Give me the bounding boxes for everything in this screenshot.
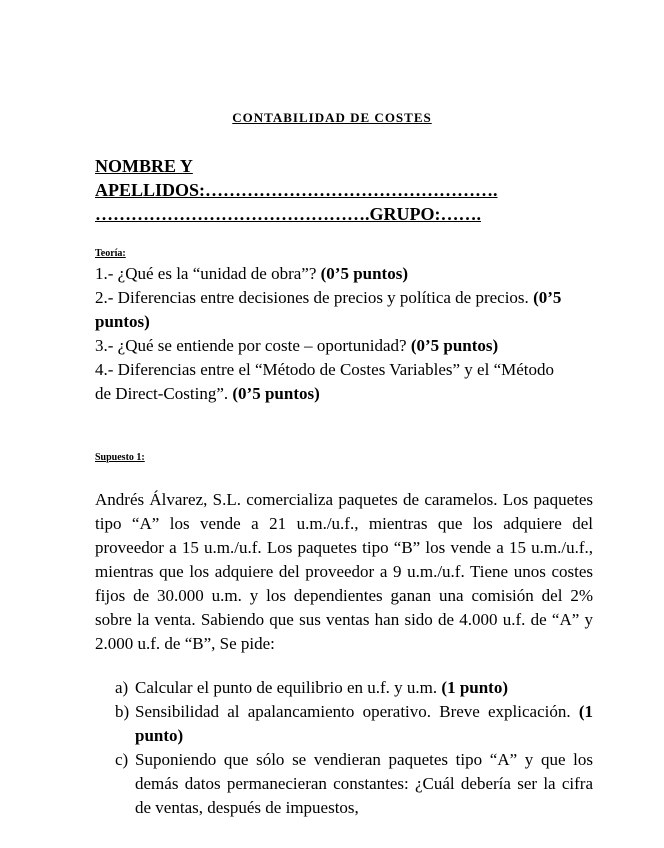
question-4-text: 4.- Diferencias entre el “Método de Costes Variables” y el “Método de Direct-Costing”. xyxy=(95,360,554,403)
question-3 xyxy=(95,334,565,358)
item-body: Sensibilidad al apalancamiento operativo. Breve explicación. xyxy=(135,702,579,721)
question-3-points: (0’5 puntos) xyxy=(410,336,499,355)
case-paragraph: Andrés Álvarez, S.L. comercializa paquetes de caramelos. Los paquetes tipo “A” los vende a 21 u.m./u.f., mientras que los adquiere del proveedor a 15 u.m./u.f. Los paquetes tipo “B” los vende a 15 u.m./u.f., mientras que los adquiere del proveedor a 9 u.m./u.f. Tiene unos costes fijos de 30.000 u.m. y los dependientes ganan una comisión del 2% sobre la venta. Sabiendo que sus ventas han sido de 4.000 u.f. de “A” y 2.000 u.f. de “B”, Se pide: xyxy=(95,490,593,653)
student-info-block xyxy=(95,154,570,226)
item-text xyxy=(135,700,593,748)
item-label: a) xyxy=(115,678,129,697)
question-2 xyxy=(95,286,565,334)
question-1 xyxy=(95,262,565,286)
question-2-text: 2.- Diferencias entre decisiones de precios y política de precios. xyxy=(95,288,534,307)
list-item xyxy=(115,700,593,748)
document-title: CONTABILIDAD DE COSTES xyxy=(232,110,432,125)
item-text xyxy=(135,748,593,820)
question-4-points: (0’5 puntos) xyxy=(232,384,320,403)
case-label: Supuesto 1: xyxy=(95,452,145,463)
theory-label: Teoría: xyxy=(95,248,126,259)
item-points: (1 punto) xyxy=(135,702,593,745)
question-4 xyxy=(95,358,565,406)
item-text xyxy=(135,676,593,700)
question-1-points: (0’5 puntos) xyxy=(320,264,408,283)
item-label: c) xyxy=(115,750,129,769)
item-points: (1 punto) xyxy=(441,678,509,697)
question-1-text: 1.- ¿Qué es la “unidad de obra”? xyxy=(95,264,321,283)
item-body: Suponiendo que sólo se vendieran paquetes tipo “A” y que los demás datos permanecieran constantes: ¿Cuál debería ser la cifra de ventas, después de impuestos, xyxy=(135,750,593,817)
question-2-points: (0’5 puntos) xyxy=(95,288,562,331)
list-item xyxy=(115,676,593,700)
case-items xyxy=(115,676,593,820)
item-label: b) xyxy=(115,702,130,721)
case-statement xyxy=(95,488,593,656)
theory-questions xyxy=(95,262,565,406)
group-field: ……………………………………….GRUPO:……. xyxy=(95,204,481,224)
item-body: Calcular el punto de equilibrio en u.f. y u.m. xyxy=(135,678,442,697)
surname-field: APELLIDOS:…………………………………………. xyxy=(95,180,498,200)
list-item xyxy=(115,748,593,820)
name-label: NOMBRE Y xyxy=(95,156,193,176)
question-3-text: 3.- ¿Qué se entiende por coste – oportunidad? xyxy=(95,336,411,355)
